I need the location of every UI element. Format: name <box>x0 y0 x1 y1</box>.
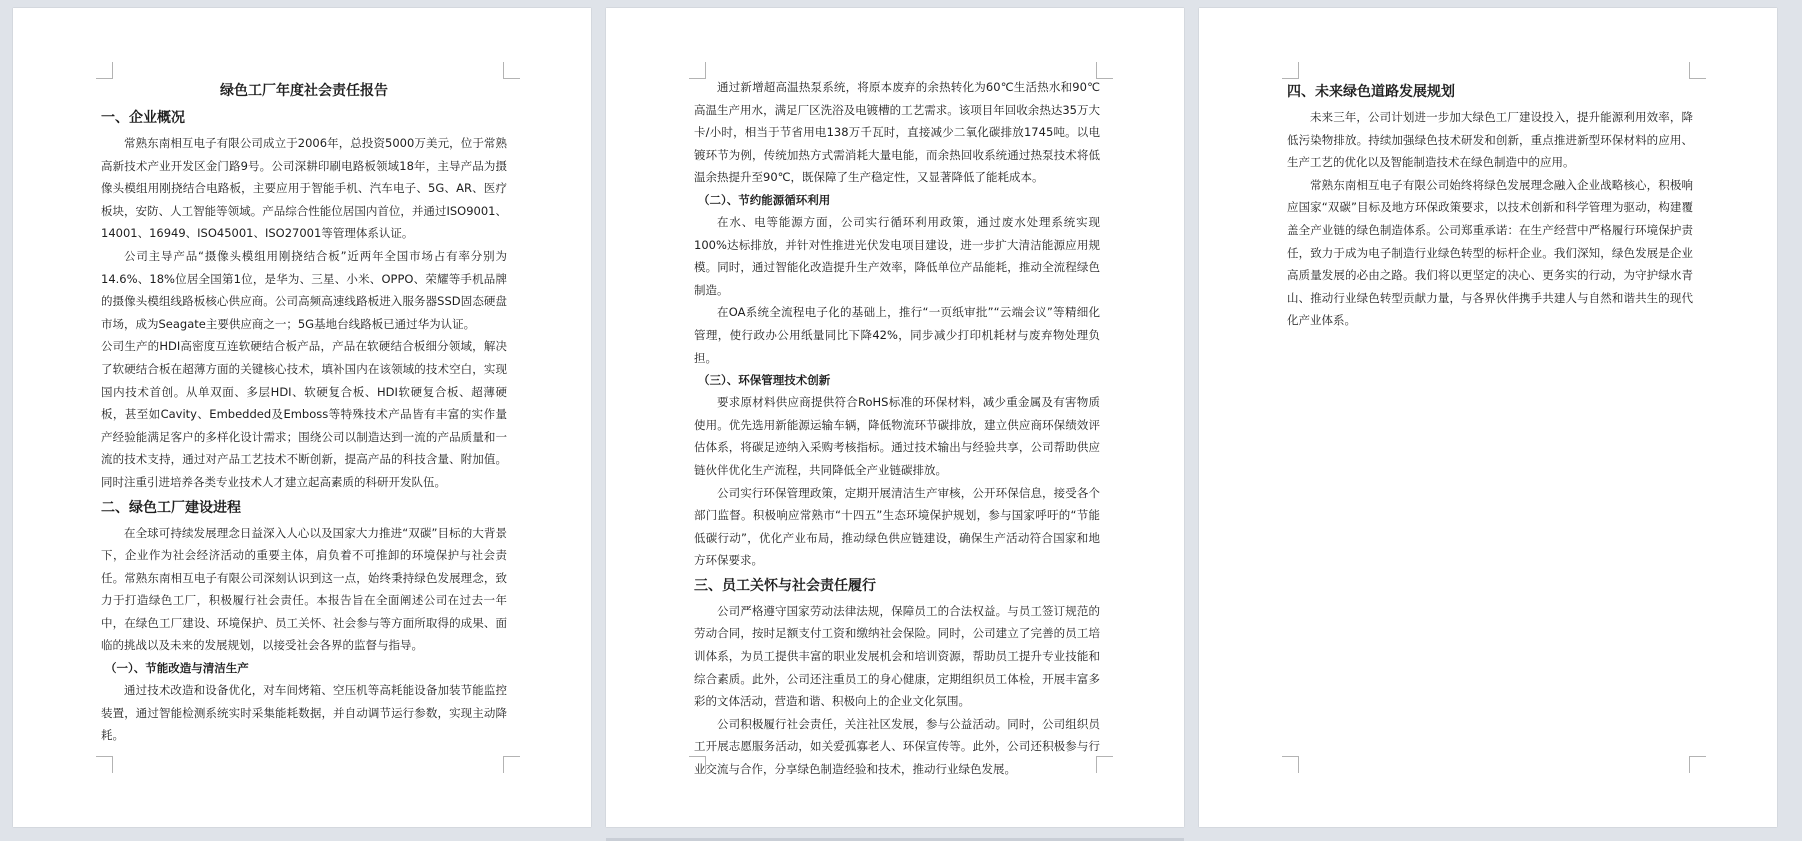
margin-corner-mark <box>503 756 520 773</box>
paragraph-future-2: 常熟东南相互电子有限公司始终将绿色发展理念融入企业战略核心，积极响应国家“双碳”目标及地方环保政策要求，以技术创新和科学管理为驱动，构建覆盖全产业链的绿色制造体系。公司郑重承诺：在生产经营中严格履行环境保护责任，致力于成为电子制造行业绿色转型的标杆企业。我们深知，绿色发展是企业高质量发展的必由之路。我们将以更坚定的决心、更务实的行动，为守护绿水青山、推动行业绿色转型贡献力量，与各界伙伴携手共建人与自然和谐共生的现代化产业体系。 <box>1287 177 1693 328</box>
paragraph-heat-pump: 通过新增超高温热泵系统，将原本废弃的余热转化为60℃生活热水和90℃高温生产用水，满足厂区洗浴及电镀槽的工艺需求。该项目年回收余热达35万大卡/小时，相当于节省用电138万千瓦时，直接减少二氧化碳排放1745吨。以电镀环节为例，传统加热方式需消耗大量电能，而余热回收系统通过热泵技术将低温余热提升至90℃，既保障了生产稳定性，又显著降低了能耗成本。 <box>694 80 1100 185</box>
paragraph-env-innovation-1: 要求原材料供应商提供符合RoHS标准的环保材料，减少重金属及有害物质使用。优先选用新能源运输车辆，降低物流环节碳排放，建立供应商环保绩效评估体系，将碳足迹纳入采购考核指标。通过技术输出与经验共享，公司帮助供应链伙伴优化生产流程，共同降低全产业链碳排放。 <box>694 395 1100 477</box>
paragraph-resource-2: 在OA系统全流程电子化的基础上，推行“一页纸审批”“云端会议”等精细化管理，使行政办公用纸量同比下降42%，同步减少打印机耗材与废弃物处理负担。 <box>694 305 1100 365</box>
heading-future-plan: 四、未来绿色道路发展规划 <box>1287 84 1455 100</box>
margin-corner-mark <box>1689 62 1706 79</box>
paragraph-resource-1: 在水、电等能源方面，公司实行循环利用政策，通过废水处理系统实现100%达标排放，并针对性推进光伏发电项目建设，进一步扩大清洁能源应用规模。同时，通过智能化改造提升生产效率，降低单位产品能耗，推动全流程绿色制造。 <box>694 214 1100 297</box>
margin-corner-mark <box>1282 62 1299 79</box>
document-page-2 <box>606 8 1184 827</box>
heading-green-factory-construction: 二、绿色工厂建设进程 <box>101 499 241 516</box>
paragraph-energy-saving: 通过技术改造和设备优化，对车间烤箱、空压机等高耗能设备加装节能监控装置，通过智能检测系统实时采集能耗数据，并自动调节运行参数，实现主动降耗。 <box>101 683 507 743</box>
paragraph-overview-3: 公司生产的HDI高密度互连软硬结合板产品，产品在软硬结合板细分领域，解决了软硬结合板在超薄方面的关键核心技术，填补国内在该领域的技术空白，实现国内技术首创。从单双面、多层HDI、软硬复合板、HDI软硬复合板、超薄硬板，甚至如Cavity、Embedded及Emboss等特殊技术产品皆有丰富的实作量产经验能满足客户的多样化设计需求；围绕公司以制造达到一流的产品质量和一流的技术支持，通过对产品工艺技术不断创新，提高产品的科技含量、附加值。同时注重引进培养各类专业技术人才建立起高素质的科研开发队伍。 <box>101 339 507 489</box>
subheading-env-innovation: （三）、环保管理技术创新 <box>698 373 831 388</box>
paragraph-employee-2: 公司积极履行社会责任，关注社区发展，参与公益活动。同时，公司组织员工开展志愿服务活动，如关爱孤寡老人、环保宣传等。此外，公司还积极参与行业交流与合作，分享绿色制造经验和技术，推动行业绿色发展。 <box>694 716 1100 777</box>
paragraph-overview-1: 常熟东南相互电子有限公司成立于2006年，总投资5000万美元，位于常熟高新技术产业开发区金门路9号。公司深耕印刷电路板领域18年，主导产品为摄像头模组用刚挠结合电路板，主要应用于智能手机、汽车电子、5G、AR、医疗板块，安防、人工智能等领域。产品综合性能位居国内首位，并通过ISO9001、14001、16949、ISO45001、ISO27001等管理体系认证。 <box>101 136 507 241</box>
document-page-3 <box>1199 8 1777 827</box>
page-1-content[interactable] <box>101 78 507 747</box>
margin-corner-mark <box>96 756 113 773</box>
margin-corner-mark <box>503 62 520 79</box>
heading-employee-care: 三、员工关怀与社会责任履行 <box>694 577 876 594</box>
subheading-energy-saving: （一）、节能改造与清洁生产 <box>105 661 249 676</box>
document-title: 绿色工厂年度社会责任报告 <box>220 83 388 99</box>
margin-corner-mark <box>1689 756 1706 773</box>
paragraph-future-1: 未来三年，公司计划进一步加大绿色工厂建设投入，提升能源利用效率，降低污染物排放。持续加强绿色技术研发和创新，重点推进新型环保材料的应用、生产工艺的优化以及智能制造技术在绿色制造中的应用。 <box>1287 110 1693 170</box>
paragraph-env-innovation-2: 公司实行环保管理政策，定期开展清洁生产审核，公开环保信息，接受各个部门监督。积极响应常熟市“十四五”生态环境保护规划，参与国家呼吁的“节能低碳行动”，优化产业布局，推动绿色供应链建设，确保生产活动符合国家和地方环保要求。 <box>694 485 1100 568</box>
page-3-content[interactable] <box>1287 78 1693 332</box>
paragraph-employee-1: 公司严格遵守国家劳动法律法规，保障员工的合法权益。与员工签订规范的劳动合同，按时足额支付工资和缴纳社会保险。同时，公司建立了完善的员工培训体系，为员工提供丰富的职业发展机会和培训资源，帮助员工提升专业技能和综合素质。此外，公司还注重员工的身心健康，定期组织员工体检，开展丰富多彩的文体活动，营造和谐、积极向上的企业文化氛围。 <box>694 603 1100 709</box>
subheading-resource-recycling: （二）、节约能源循环利用 <box>698 192 831 207</box>
margin-corner-mark <box>96 62 113 79</box>
paragraph-overview-2: 公司主导产品“摄像头模组用刚挠结合板”近两年全国市场占有率分别为14.6%、18%位居全国第1位，是华为、三星、小米、OPPO、荣耀等手机品牌的摄像头模组线路板核心供应商。公司高频高速线路板进入服务器SSD固态硬盘市场，成为Seagate主要供应商之一；5G基地台线路板已通过华为认证。 <box>101 248 507 331</box>
page-2-content[interactable] <box>694 76 1100 781</box>
margin-corner-mark <box>1282 756 1299 773</box>
paragraph-construction-1: 在全球可持续发展理念日益深入人心以及国家大力推进“双碳”目标的大背景下，企业作为社会经济活动的重要主体，肩负着不可推卸的环境保护与社会责任。常熟东南相互电子有限公司深刻认识到这一点，始终秉持绿色发展理念，致力于打造绿色工厂，积极履行社会责任。本报告旨在全面阐述公司在过去一年中，在绿色工厂建设、环境保护、员工关怀、社会参与等方面所取得的成果、面临的挑战以及未来的发展规划，以接受社会各界的监督与指导。 <box>101 525 507 653</box>
heading-company-overview: 一、企业概况 <box>101 110 185 126</box>
document-page-1 <box>13 8 591 827</box>
